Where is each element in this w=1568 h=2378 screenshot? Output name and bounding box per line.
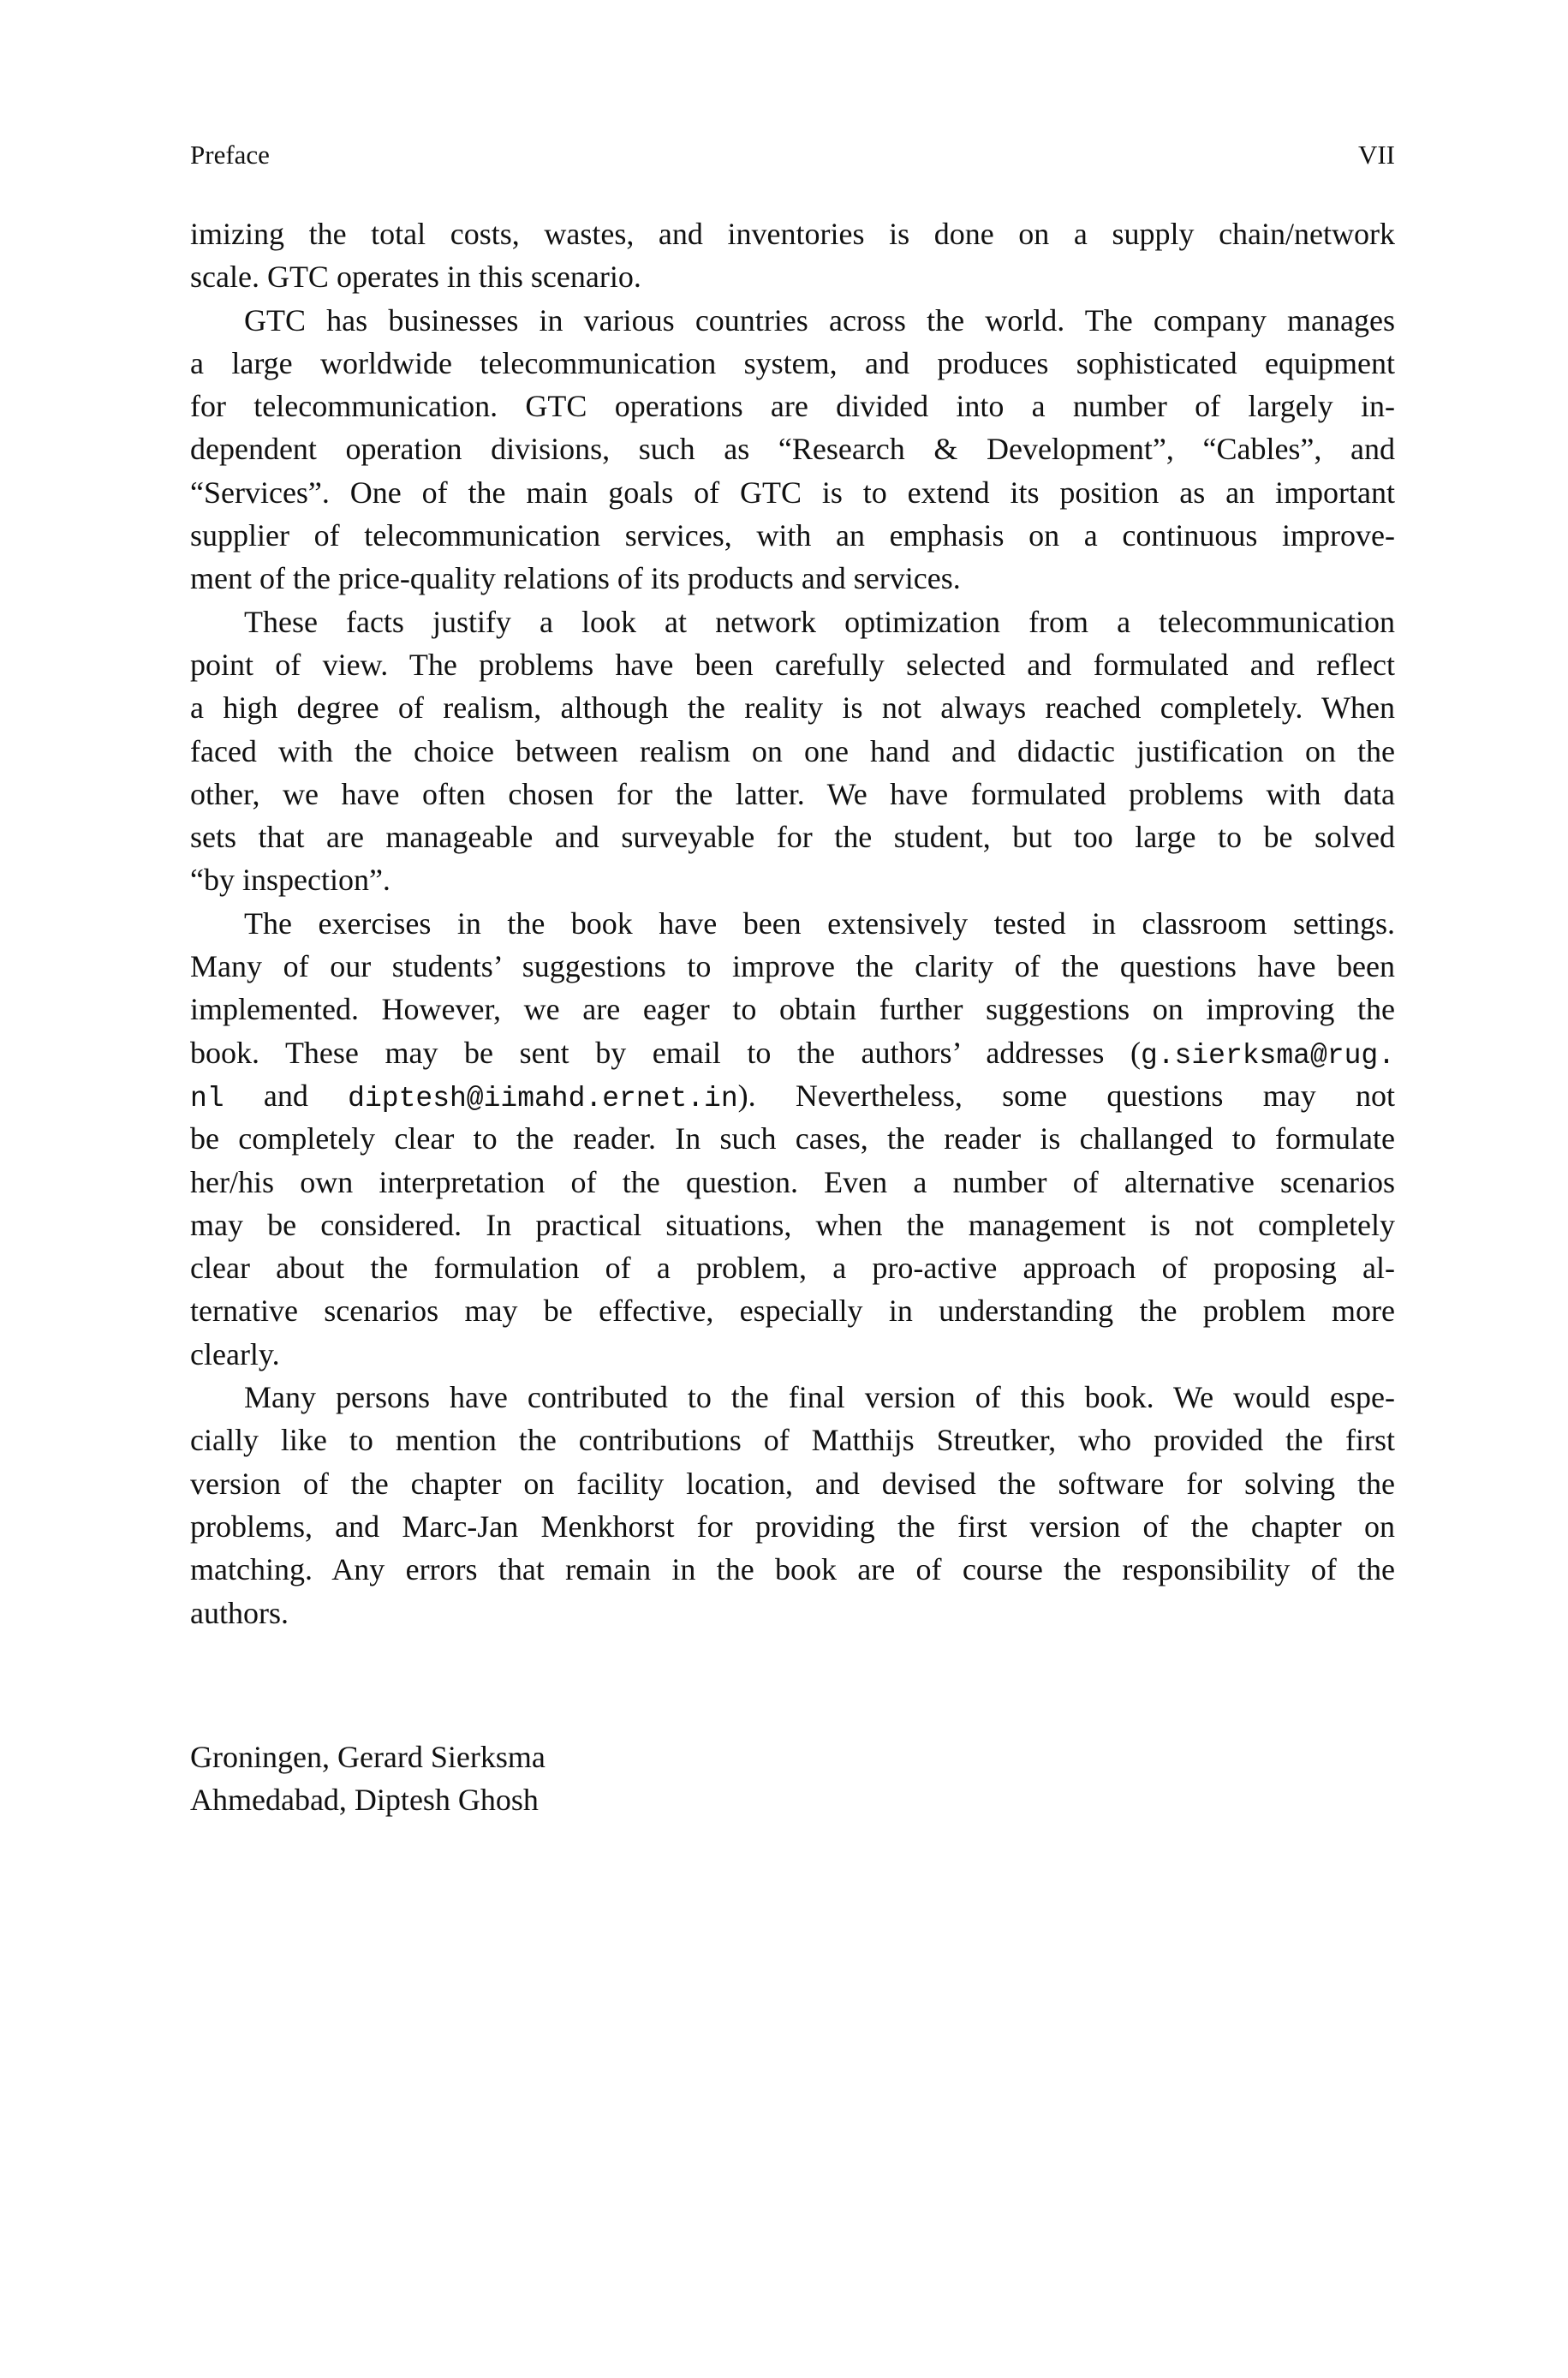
paragraph [190, 902, 1395, 1376]
text-line: Many persons have contributed to the final version of this book. We would espe- [244, 1380, 1395, 1415]
email-address: nl [190, 1082, 224, 1114]
text-line: scale. GTC operates in this scenario. [190, 260, 641, 295]
text-line: may be considered. In practical situations, when the management is not completely [190, 1207, 1395, 1242]
text-line: cially like to mention the contributions of Matthijs Streutker, who provided the first [190, 1423, 1395, 1458]
text-line: for telecommunication. GTC operations are divided into a number of largely in- [190, 389, 1395, 424]
text-line: faced with the choice between realism on one hand and didactic justification on the [190, 733, 1395, 768]
text-line: point of view. The problems have been carefully selected and formulated and reflect [190, 647, 1395, 682]
text-line: clear about the formulation of a problem, a pro-active approach of proposing al- [190, 1251, 1395, 1286]
text-line: her/his own interpretation of the question. Even a number of alternative scenarios [190, 1164, 1395, 1199]
text-line: a large worldwide telecommunication system, and produces sophisticated equipment [190, 345, 1395, 380]
paragraph [190, 212, 1395, 299]
email-address: g.sierksma@rug. [1140, 1039, 1395, 1072]
paragraph [190, 299, 1395, 600]
text-segment: book. These may be sent by email to the authors’ addresses ( [190, 1035, 1141, 1070]
text-line: other, we have often chosen for the latter. We have formulated problems with data [190, 776, 1395, 811]
text-line: a high degree of realism, although the reality is not always reached completely. When [190, 690, 1395, 726]
signature-line: Ahmedabad, Diptesh Ghosh [190, 1783, 539, 1818]
text-line [190, 1031, 1395, 1074]
signature-line: Groningen, Gerard Sierksma [190, 1740, 546, 1774]
paragraph [190, 1376, 1395, 1634]
section-title: Preface [190, 140, 270, 170]
text-line: matching. Any errors that remain in the book are of course the responsibility of the [190, 1552, 1395, 1587]
text-line: The exercises in the book have been extensively tested in classroom settings. [244, 905, 1395, 941]
text-line: imizing the total costs, wastes, and inventories is done on a supply chain/network [190, 217, 1395, 251]
text-line: “by inspection”. [190, 863, 391, 898]
text-line: ment of the price-quality relations of its products and services. [190, 561, 961, 596]
text-line: clearly. [190, 1336, 280, 1371]
paragraph [190, 600, 1395, 902]
text-line: authors. [190, 1595, 289, 1630]
text-line: supplier of telecommunication services, with an emphasis on a continuous improve- [190, 518, 1395, 553]
text-line: Many of our students’ suggestions to improve the clarity of the questions have been [190, 949, 1395, 984]
text-line: be completely clear to the reader. In such cases, the reader is challanged to formulate [190, 1121, 1395, 1156]
page-number: VII [1357, 140, 1395, 170]
text-line [190, 1074, 1395, 1117]
text-line: ternative scenarios may be effective, especially in understanding the problem more [190, 1294, 1395, 1329]
text-line: implemented. However, we are eager to obtain further suggestions on improving the [190, 992, 1395, 1027]
preface-body [190, 212, 1395, 1634]
text-line: GTC has businesses in various countries across the world. The company manages [244, 302, 1395, 338]
text-line: dependent operation divisions, such as “Research & Development”, “Cables”, and [190, 432, 1395, 467]
text-segment: and [224, 1078, 349, 1113]
text-line: These facts justify a look at network optimization from a telecommunication [244, 604, 1395, 639]
email-address: diptesh@iimahd.ernet.in [348, 1082, 738, 1114]
text-line: “Services”. One of the main goals of GTC is to extend its position as an important [190, 475, 1395, 510]
text-line: version of the chapter on facility location, and devised the software for solving the [190, 1466, 1395, 1501]
running-header [190, 137, 1395, 173]
text-line: sets that are manageable and surveyable for the student, but too large to be solved [190, 820, 1395, 855]
signature-block [190, 1736, 546, 1822]
text-segment: ). Nevertheless, some questions may not [737, 1078, 1395, 1113]
text-line: problems, and Marc-Jan Menkhorst for providing the first version of the chapter on [190, 1509, 1395, 1544]
